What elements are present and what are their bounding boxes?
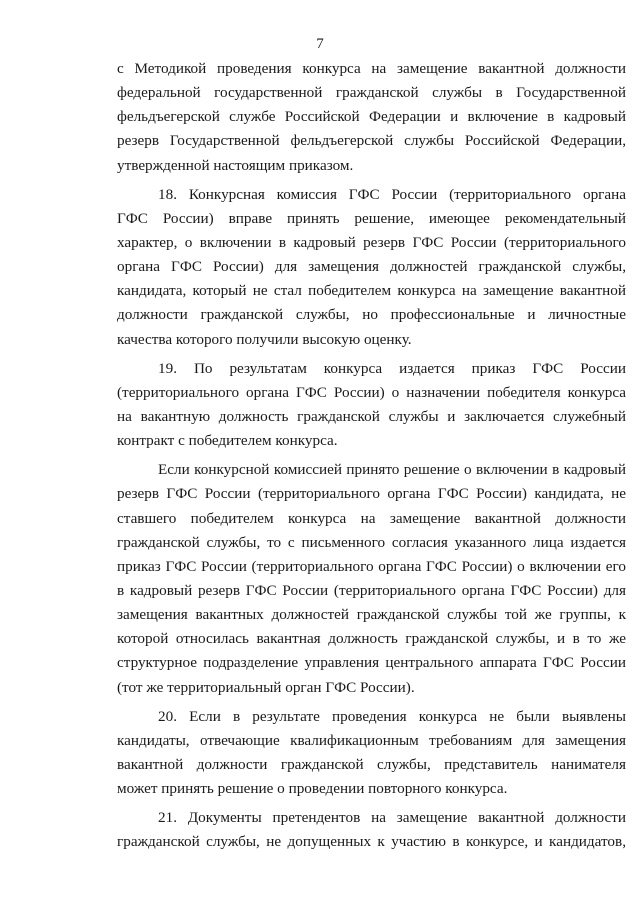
text-line: качества которого получили высокую оценку. (117, 330, 412, 348)
text-line: 21. Документы претендентов на замещение вакантной должности (158, 809, 626, 827)
text-line: на вакантную должность гражданской службы и заключается служебный (117, 407, 626, 425)
text-line: фельдъегерской службе Российской Федерации и включение в кадровый (117, 108, 626, 126)
paragraph (117, 806, 626, 854)
text-line: замещения вакантных должностей гражданской службы той же группы, к (117, 606, 626, 624)
text-line: кандидаты, отвечающие квалификационным требованиям для замещения (117, 731, 626, 749)
text-line: ГФС России) вправе принять решение, имеющее рекомендательный (117, 209, 626, 227)
paragraph (117, 705, 626, 802)
text-line: ставшего победителем конкурса на замещение вакантной должности (117, 509, 626, 527)
text-line: органа ГФС России) для замещения должностей гражданской службы, (117, 258, 626, 276)
text-line: кандидата, который не стал победителем конкурса на замещение вакантной (117, 282, 626, 300)
paragraph (117, 183, 626, 352)
text-line: гражданской службы, не допущенных к участию в конкурсе, и кандидатов, (117, 833, 626, 851)
text-line: которой относилась вакантная должность гражданской службы, и в то же (117, 630, 626, 648)
text-line: Если конкурсной комиссией принято решение о включении в кадровый (158, 461, 626, 479)
text-line: утвержденной настоящим приказом. (117, 156, 354, 174)
text-line: (территориального органа ГФС России) о назначении победителя конкурса (117, 383, 626, 401)
text-line: 19. По результатам конкурса издается приказ ГФС России (158, 359, 626, 377)
document-body (117, 57, 626, 855)
text-line: приказ ГФС России (территориального органа ГФС России) о включении его (117, 557, 626, 575)
text-line: вакантной должности гражданской службы, представитель нанимателя (117, 755, 626, 773)
text-line: в кадровый резерв ГФС России (территориального органа ГФС России) для (117, 581, 626, 599)
text-line: гражданской службы, то с письменного согласия указанного лица издается (117, 533, 626, 551)
text-line: резерв Государственной фельдъегерской службы Российской Федерации, (117, 132, 626, 150)
text-line: с Методикой проведения конкурса на замещение вакантной должности (117, 60, 626, 77)
text-line: должности гражданской службы, но профессиональные и личностные (117, 306, 626, 324)
text-line: 18. Конкурсная комиссия ГФС России (территориального органа (158, 185, 626, 203)
page-number: 7 (316, 36, 324, 52)
text-line: 20. Если в результате проведения конкурса не были выявлены (158, 707, 626, 725)
paragraph (117, 458, 626, 699)
paragraph (117, 57, 626, 178)
text-line: (тот же территориальный орган ГФС России). (117, 678, 415, 696)
text-line: может принять решение о проведении повторного конкурса. (117, 780, 508, 798)
text-line: контракт с победителем конкурса. (117, 432, 338, 450)
text-line: резерв ГФС России (территориального органа ГФС России) кандидата, не (117, 485, 626, 503)
paragraph (117, 357, 626, 454)
text-line: структурное подразделение управления центрального аппарата ГФС России (117, 654, 626, 672)
text-line: характер, о включении в кадровый резерв ГФС России (территориального (117, 233, 626, 251)
text-line: федеральной государственной гражданской службы в Государственной (117, 84, 626, 102)
